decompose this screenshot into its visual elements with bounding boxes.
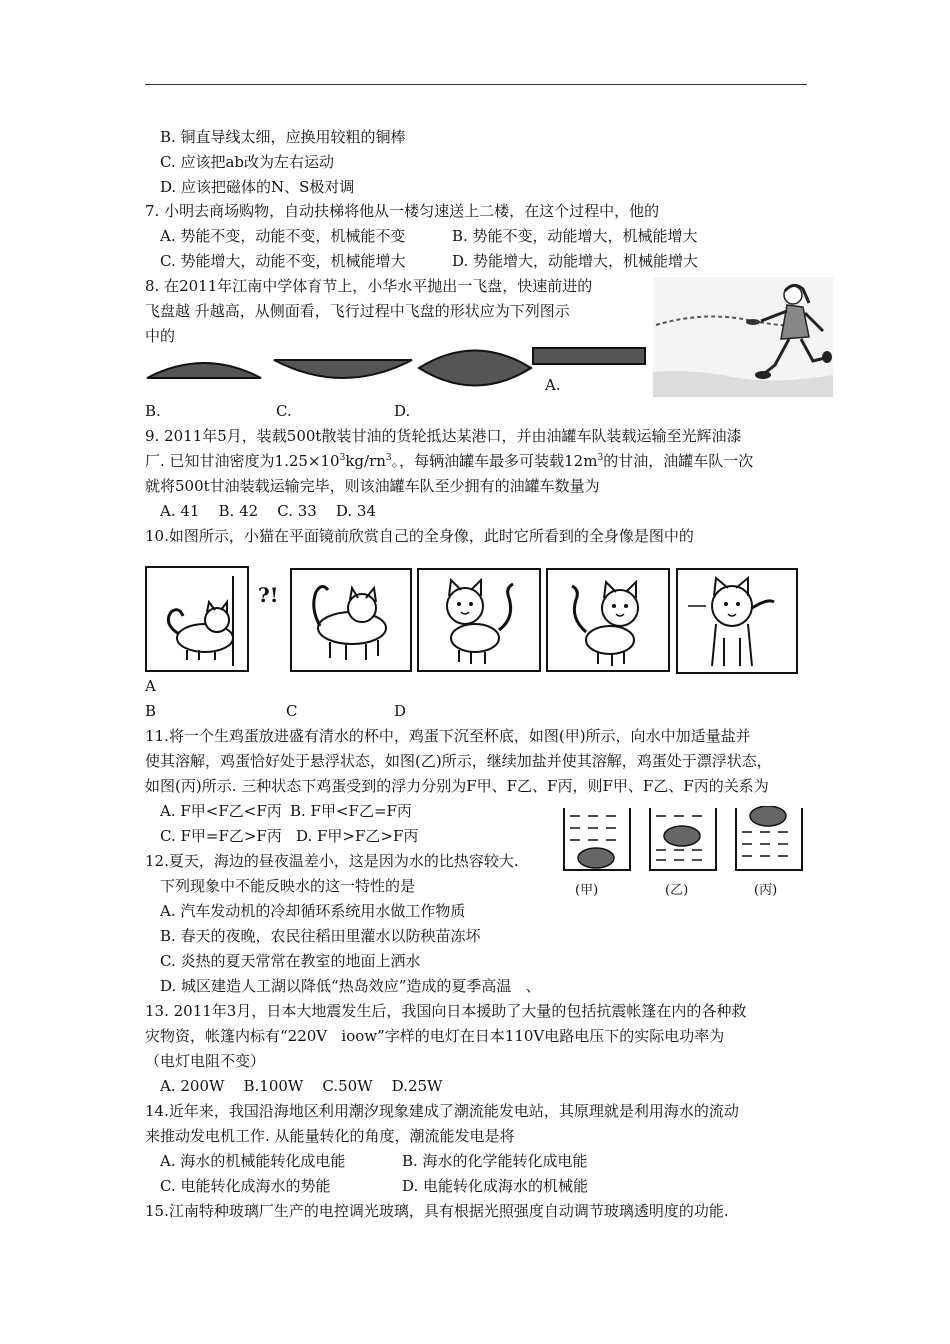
q8-label-a: A.	[545, 376, 561, 394]
cat-mirror-figure-d	[546, 568, 670, 672]
q7-option-b: B. 势能不变，动能增大，机械能增大	[452, 227, 698, 245]
q7-option-a: A. 势能不变，动能不变，机械能不变	[160, 227, 406, 245]
header-rule	[145, 84, 807, 85]
q13-options: A. 200W B.100W C.50W D.25W	[160, 1077, 443, 1095]
q11-option-d: D. F甲>F乙>F丙	[296, 827, 419, 845]
q13-line-1: 13. 2011年3月，日本大地震发生后，我国向日本援助了大量的包括抗震帐篷在内的各种救	[145, 1002, 747, 1020]
frisbee-shape-a	[532, 347, 646, 365]
q12-line-2: 下列现象中不能反映水的这一特性的是	[160, 877, 416, 895]
q6-option-c: C. 应该把ab改为左右运动	[160, 153, 335, 171]
beaker-label-bing: (丙)	[754, 883, 778, 898]
q7-option-d: D. 势能增大，动能增大，机械能增大	[452, 252, 699, 270]
cat-mirror-figure-c	[417, 568, 541, 672]
q10-label-d: D	[394, 702, 407, 720]
q10-label-a: A	[145, 677, 156, 695]
cat-mirror-figure-e	[676, 568, 798, 674]
q13-line-2: 灾物资，帐篷内标有“220V ioow”字样的电灯在日本110V电路电压下的实际电功率为	[145, 1027, 725, 1045]
q8-label-b: B.	[145, 402, 161, 420]
q8-line-3: 中的	[145, 327, 176, 345]
q11-option-b: B. F甲<F乙=F丙	[290, 802, 412, 820]
q11-line-3: 如图(丙)所示. 三种状态下鸡蛋受到的浮力分别为F甲、F乙、F丙，则F甲、F乙、F丙的关系为	[145, 777, 769, 795]
q8-label-d: D.	[394, 402, 411, 420]
q6-option-b: B. 铜直导线太细，应换用较粗的铜棒	[160, 128, 406, 146]
frisbee-shape-c	[272, 356, 414, 386]
beaker-label-yi: (乙)	[665, 883, 689, 898]
q11-line-2: 使其溶解，鸡蛋恰好处于悬浮状态，如图(乙)所示，继续加盐并使其溶解，鸡蛋处于漂浮状态，	[145, 752, 772, 770]
q10-stem: 10.如图所示，小猫在平面镜前欣赏自己的全身像，此时它所看到的全身像是图中的	[145, 527, 694, 545]
girl-throwing-frisbee-image	[653, 277, 833, 397]
q13-line-3: （电灯电阻不变）	[145, 1052, 266, 1070]
q9-line-3: 就将500t甘油装载运输完毕，则该油罐车队至少拥有的油罐车数量为	[145, 477, 600, 495]
q9-options: A. 41 B. 42 C. 33 D. 34	[160, 502, 376, 520]
q14-line-1: 14.近年来，我国沿海地区利用潮汐现象建成了潮流能发电站，其原理就是利用海水的流动	[145, 1102, 739, 1120]
q10-question-mark: ?!	[258, 583, 279, 607]
q14-option-a: A. 海水的机械能转化成电能	[160, 1152, 346, 1170]
q8-label-c: C.	[276, 402, 292, 420]
frisbee-shape-b	[145, 350, 263, 382]
q7-stem: 7. 小明去商场购物，自动扶梯将他从一楼匀速送上二楼，在这个过程中，他的	[145, 202, 660, 220]
q11-line-1: 11.将一个生鸡蛋放进盛有清水的杯中，鸡蛋下沉至杯底，如图(甲)所示，向水中加适量盐并	[145, 727, 751, 745]
q14-option-b: B. 海水的化学能转化成电能	[402, 1152, 588, 1170]
q9-line-2: 厂. 已知甘油密度为$1.25\times 10^3kg/rn^3$。，每辆油罐车最多可装载$12m^3$的甘油，油罐车队一次	[145, 452, 754, 470]
beaker-label-jia: (甲)	[575, 883, 599, 898]
q14-option-c: C. 电能转化成海水的势能	[160, 1177, 331, 1195]
q12-line-1: 12.夏天，海边的昼夜温差小，这是因为水的比热容较大.	[145, 852, 519, 870]
q9-line-1: 9. 2011年5月，装载500t散装甘油的货轮抵达某港口，并由油罐车队装载运输至光辉油漆	[145, 427, 742, 445]
egg-beaker-figure	[558, 806, 814, 874]
q12-option-a: A. 汽车发动机的冷却循环系统用水做工作物质	[160, 902, 466, 920]
q12-option-c: C. 炎热的夏天常常在教室的地面上洒水	[160, 952, 421, 970]
q14-option-d: D. 电能转化成海水的机械能	[402, 1177, 589, 1195]
q12-option-d: D. 城区建造人工湖以降低“热岛效应”造成的夏季高温 、	[160, 977, 541, 995]
q10-label-c: C	[286, 702, 298, 720]
cat-mirror-figure-b	[290, 568, 412, 672]
q11-option-a: A. F甲<F乙<F丙	[160, 802, 282, 820]
cat-mirror-figure-a	[145, 566, 249, 672]
q8-line-1: 8. 在2011年江南中学体育节上，小华水平抛出一飞盘，快速前进的	[145, 277, 593, 295]
q6-option-d: D. 应该把磁体的N、S极对调	[160, 178, 355, 196]
q10-label-b: B	[145, 702, 157, 720]
q8-line-2: 飞盘越 升越高，从侧面看，飞行过程中飞盘的形状应为下列图示	[145, 302, 570, 320]
q11-option-c: C. F甲=F乙>F丙	[160, 827, 282, 845]
q7-option-c: C. 势能增大，动能不变，机械能增大	[160, 252, 406, 270]
frisbee-shape-d	[416, 347, 534, 389]
q15-line-1: 15.江南特种玻璃厂生产的电控调光玻璃，具有根据光照强度自动调节玻璃透明度的功能.	[145, 1202, 729, 1220]
q14-line-2: 来推动发电机工作. 从能量转化的角度，潮流能发电是将	[145, 1127, 515, 1145]
q12-option-b: B. 春天的夜晚，农民往稻田里灌水以防秧苗冻坏	[160, 927, 481, 945]
